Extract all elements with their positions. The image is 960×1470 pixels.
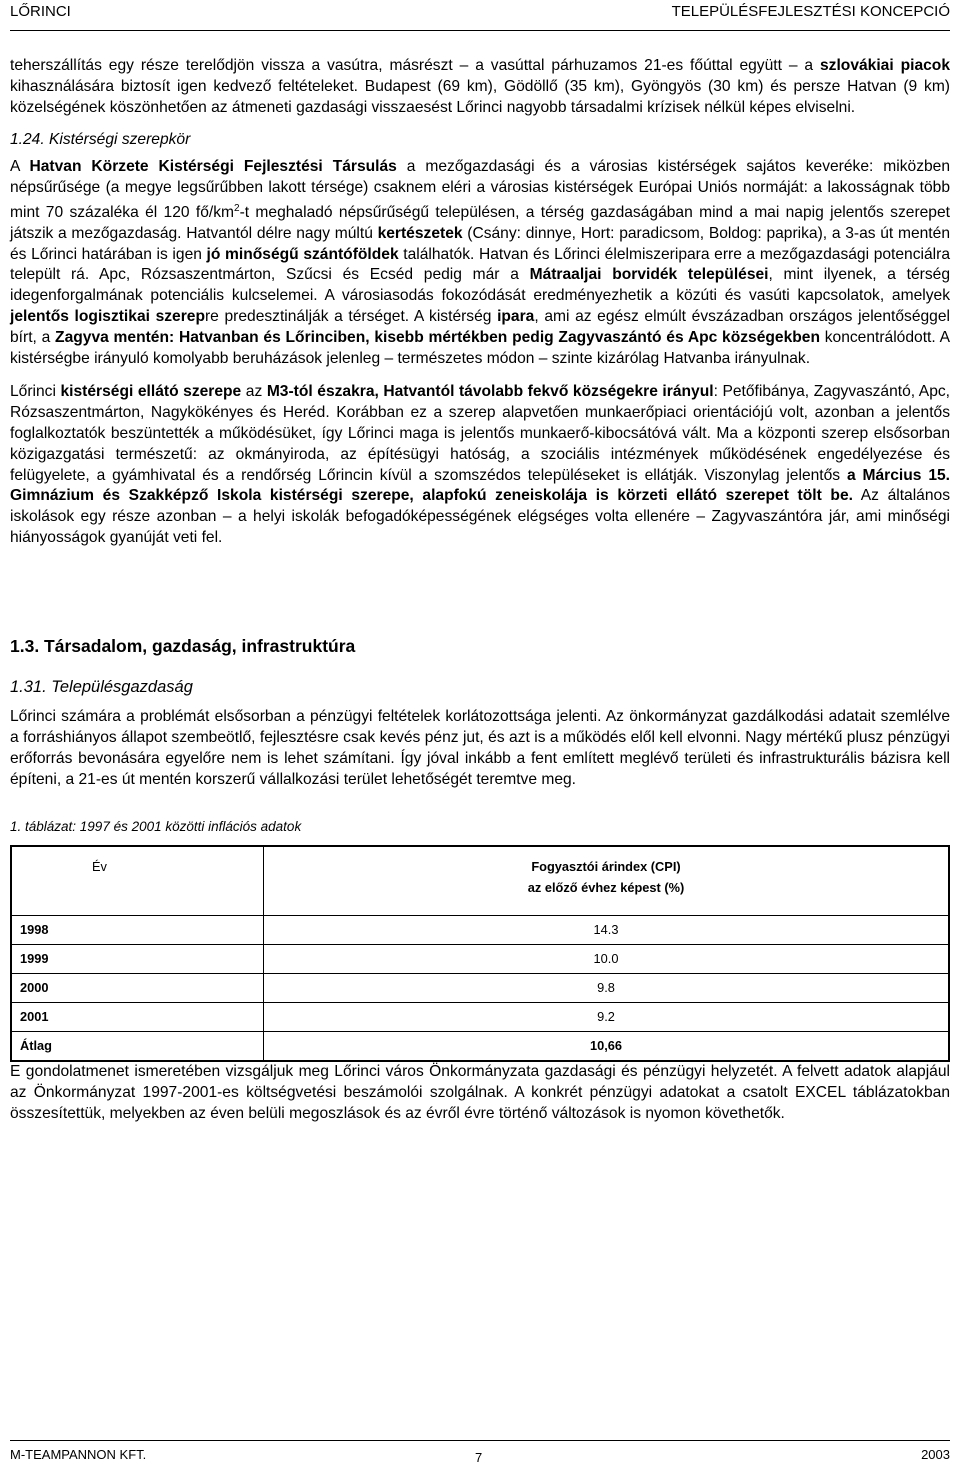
cell-cpi: 9.2 — [264, 1003, 950, 1032]
paragraph-kisterseg-1 — [10, 157, 950, 369]
page-number: 7 — [475, 1450, 483, 1465]
header-cpi — [264, 846, 950, 916]
cell-cpi: 10.0 — [264, 945, 950, 974]
text-run: Az általános iskolások egy része azonban – a helyi iskolák befogadóképességének elégséges volta ellenére – Zagyvaszántóra jár, ami minőségi hiányosságok gyanúját veti fel. — [10, 487, 950, 546]
header-cpi-line1: Fogyasztói árindex (CPI) — [531, 859, 681, 875]
cell-year: 2001 — [11, 1003, 264, 1032]
document-body — [10, 56, 950, 1125]
cell-year: 2000 — [11, 974, 264, 1003]
text-run: a mezőgazdasági és a városias kistérségek sajátos keveréke: miközben népsűrűsége (a megye legsűrűbben lakott térsége) csaknem eléri a városias kistérségek Európai Uniós normáját: a lakosságnak több mint 70 százaléka él 120 fő/km — [10, 158, 951, 221]
bold-run: kertészetek — [377, 224, 463, 242]
text-run: re predesztinálják a térséget. A kistérség — [204, 307, 498, 325]
text-run: , ami az egész elmúlt évszázadban országos jelentőséggel bírt, a — [10, 307, 950, 346]
bold-run: szlovákiai piacok — [820, 57, 950, 74]
header-right: TELEPÜLÉSFEJLESZTÉSI KONCEPCIÓ — [671, 3, 950, 20]
bold-run: a Március 15. Gimnázium és Szakképző Iskola kistérségi szerepe, alapfokú zeneiskolája is körzeti ellátó szerepet tölt be. — [10, 466, 950, 505]
cell-cpi: 14.3 — [264, 916, 950, 945]
cell-cpi: 9.8 — [264, 974, 950, 1003]
footer-year: 2003 — [921, 1447, 950, 1462]
text-run: : Petőfibánya, Zagyvaszántó, Apc, Rózsaszentmárton, Nagykökényes és Heréd. Korábban ez a szerep alapvetően munkaerőpiaci orientációjú volt, azonban a jelentős foglalkoztatók beszüntették a működésüket, így Lőrinci maga is jelentős munkaerő-kibocsátóvá vált. Ma a központi szerep elsősorban közigazgatási természetű: az okmányiroda, az építésügyi hatóság, a szociális intézmények működésének engedélyezése és felügyelete, a gyámhivatal és a rendőrség Lőrincin kívül a szomszédos településeket is ellátják. Viszonylag jelentős — [10, 383, 950, 484]
paragraph-intro — [10, 56, 950, 118]
footer-left: M-TEAMPANNON KFT. — [10, 1447, 147, 1462]
header-cpi-line2: az előző évhez képest (%) — [527, 880, 685, 896]
bold-run: Hatvan Körzete Kistérségi Fejlesztési Társulás — [29, 158, 397, 176]
paragraph-closing: E gondolatmenet ismeretében vizsgáljuk meg Lőrinci város Önkormányzata gazdasági és pénzügyi helyzetét. A felvett adatok alapjául az Önkormányzat 1997-2001-es költségvetési beszámolói szolgálnak. A konkrét pénzügyi adatokat a csatolt EXCEL táblázatokban összesítettük, melyekben az éven belüli megoszlások és az évről évre történő változások is nyomon követhetők. — [10, 1063, 950, 1122]
page-header — [10, 0, 950, 31]
bold-run: jelentős logisztikai szerep — [10, 307, 205, 325]
text-run: találhatók. Hatvan és Lőrinci élelmiszeripara erre a mezőgazdasági potenciálra települt rá. Apc, Rózsaszentmárton, Szűcsi és Ecséd pedig már a — [10, 245, 950, 284]
paragraph-kisterseg-2 — [10, 382, 950, 548]
text-run: , mint ilyenek, a térség idegenforgalmának potenciális kulcselemei. A városiasodás fokozódását eredményezhetik a közúti és vasúti kapcsolatok, amelyek — [10, 266, 950, 305]
text-run: Lőrinci — [10, 383, 61, 401]
text-run: teherszállítás egy része terelődjön vissza a vasútra, másrészt – a vasúttal párhuzamos 21-es főúttal együtt – a — [10, 57, 820, 74]
heading-kisterseg: 1.24. Kistérségi szerepkör — [10, 131, 191, 149]
bold-run: M3-tól északra, Hatvantól távolabb fekvő községekre irányul — [266, 383, 714, 401]
table-row — [11, 916, 949, 945]
table-row-average — [11, 1032, 949, 1062]
page-footer — [10, 1440, 950, 1470]
table-header-row — [11, 846, 949, 916]
bold-run: Zagyva mentén: Hatvanban és Lőrinciben, kisebb mértékben pedig Zagyvaszántó és Apc községekben — [55, 328, 820, 346]
inflation-table — [10, 845, 950, 1062]
table-row — [11, 945, 949, 974]
text-run: az — [241, 383, 267, 401]
text-run: koncentrálódott. A kistérségbe irányuló komolyabb beruházások jelenleg – természetes módon – szinte kizárólag Hatvanba irányulnak. — [10, 328, 950, 367]
subsection-heading: 1.31. Településgazdaság — [10, 677, 193, 696]
header-left: LŐRINCI — [10, 3, 71, 20]
bold-run: Mátraaljai borvidék települései — [529, 266, 769, 284]
text-run: kihasználására biztosít igen kedvező feltételeket. Budapest (69 km), Gödöllő (35 km), Gyöngyös (30 km) és persze Hatvan (9 km) közelségének köszönhetően az átmeneti gazdasági visszaesést Lőrinci nagyobb társadalmi krízisek nélkül képes elviselni. — [10, 77, 950, 116]
header-year: Év — [11, 846, 264, 916]
paragraph-telepulesgazdasag: Lőrinci számára a problémát elsősorban a pénzügyi feltételek korlátozottsága jelenti. Az önkormányzat gazdálkodási adatait szemlélve a forráshiányos állapot szembeötlő, fejlesztésre csak kevés pénz jut, és azt is a működés elől kell elvonni. Nagy mértékű plusz pénzügyi erőforrás bevonására egyelőre nem is lehet számítani. Így jóval inkább a fent említett meglévő területi és infrastrukturális bázisra kell építeni, a 21-es út mentén korszerű vállalkozási terület lehetőségét teremtve meg. — [10, 708, 950, 788]
cell-year: 1998 — [11, 916, 264, 945]
section-heading: 1.3. Társadalom, gazdaság, infrastruktúra — [10, 635, 356, 656]
text-run: A — [10, 158, 30, 176]
cell-avg-value: 10,66 — [264, 1032, 950, 1062]
bold-run: jó minőségű szántóföldek — [206, 245, 399, 263]
table-row — [11, 1003, 949, 1032]
table-row — [11, 974, 949, 1003]
cell-year: 1999 — [11, 945, 264, 974]
text-run: (Csány: dinnye, Hort: paradicsom, Boldog: paprika), a 3-as út mentén és Lőrinci határában is igen — [10, 224, 950, 263]
bold-run: ipara — [497, 307, 535, 325]
table-caption: 1. táblázat: 1997 és 2001 közötti inflációs adatok — [10, 818, 302, 834]
bold-run: kistérségi ellátó szerepe — [60, 383, 242, 401]
cell-avg-label: Átlag — [11, 1032, 264, 1062]
text-run: -t meghaladó népsűrűségű településen, a térség gazdaságában mind a mai napig jelentős szerepet játszik a mezőgazdaság. Hatvantól délre nagy múltú — [10, 203, 950, 242]
text-run: 2 — [234, 202, 240, 214]
